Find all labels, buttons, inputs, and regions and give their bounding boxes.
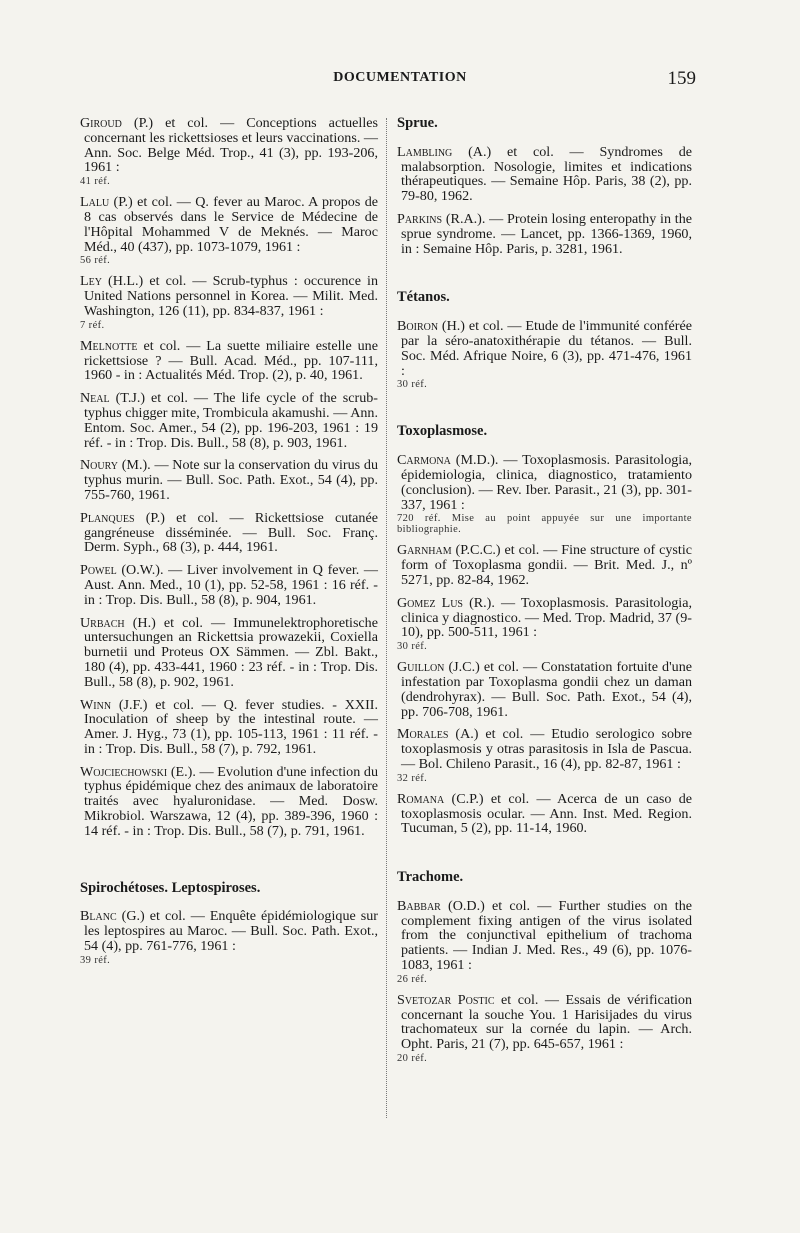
entry-author: Noury xyxy=(80,457,118,474)
entry-note: 26 réf. xyxy=(397,973,428,985)
column-divider xyxy=(386,118,387,1118)
entry-reference: (R.). — Toxoplasmosis. Parasitologia, clinica y diagnostico. — Med. Trop. Madrid, 37 (9-10), pp. 500-511, 1961 : xyxy=(401,594,692,641)
entry-reference: (P.) et col. — Rickettsiose cutanée gangréneuse disséminée. — Bull. Soc. Franç. Derm. Syph., 68 (3), p. 444, 1961. xyxy=(84,509,378,556)
entry-citation xyxy=(397,993,692,1052)
entry-reference: (C.P.) et col. — Acerca de un caso de toxoplasmosis ocular. — Ann. Inst. Med. Region. Tucuman, 5 (2), pp. 11-14, 1960. xyxy=(401,790,692,837)
entry-reference: (H.) et col. — Immunelektrophoretische untersuchungen an Rickettsia prowazekii, Coxiella burnetii und Proteus OX Sämmen. — Zbl. Bakt., 180 (4), pp. 433-441, 1960 : 23 réf. - in : Trop. Dis. Bull., 58 (8), p. 902, 1961. xyxy=(84,614,378,690)
bibliography-entry xyxy=(80,616,378,690)
entry-citation xyxy=(397,660,692,719)
spirochetoses-entry-list xyxy=(80,909,378,965)
entry-citation xyxy=(80,511,378,555)
bibliography-entry xyxy=(80,391,378,450)
entry-citation xyxy=(80,698,378,757)
bibliography-entry xyxy=(80,116,378,187)
entry-citation xyxy=(80,391,378,450)
bibliography-entry xyxy=(80,765,378,839)
entry-reference: et col. — La suette miliaire estelle une rickettsiose ? — Bull. Acad. Méd., pp. 107-111, 1960 - in : Actualités Méd. Trop. (2), p. 40, 1961. xyxy=(84,337,378,384)
entry-author: Morales xyxy=(397,726,449,743)
bibliography-entry xyxy=(397,727,692,783)
bibliography-entry xyxy=(397,596,692,652)
entry-author: Lambling xyxy=(397,143,453,160)
entry-author: Ley xyxy=(80,273,102,290)
entry-citation xyxy=(397,453,692,512)
entry-citation xyxy=(397,899,692,973)
entry-reference: (P.) et col. — Q. fever au Maroc. A propos de 8 cas observés dans le Service de Médecine de l'Hôpital Mohammed V de Meknés. — Maroc Méd., 40 (437), pp. 1073-1079, 1961 : xyxy=(84,194,378,255)
entry-citation xyxy=(80,274,378,318)
bibliography-entry xyxy=(397,453,692,535)
entry-author: Powel xyxy=(80,562,117,579)
bibliography-entry xyxy=(80,195,378,266)
entry-citation xyxy=(397,596,692,640)
bibliography-entry xyxy=(80,909,378,965)
entry-reference: (O.D.) et col. — Further studies on the complement fixing antigen of the virus isolated from the conjunctival epithelium of trachoma patients. — Indian J. Med. Res., 49 (6), pp. 1076-1083, 1961 : xyxy=(401,897,692,974)
entry-note: 20 réf. xyxy=(397,1053,428,1065)
entry-reference: (A.) et col. — Etudio serologico sobre toxoplasmosis y otras parasitosis in Isla de Pascua. — Bol. Chileno Parasit., 16 (4), pp. 82-87, 1961 : xyxy=(401,726,692,772)
entry-author: Giroud xyxy=(80,115,122,131)
entry-reference: (A.) et col. — Syndromes de malabsorption. Nosologie, limites et indications thérapeutiques. — Semaine Hôp. Paris, 38 (2), pp. 79-80, 1962. xyxy=(401,143,692,205)
entry-note: 720 réf. Mise au point appuyée sur une importante bibliographie. xyxy=(397,513,692,536)
entry-reference: (R.A.). — Protein losing enteropathy in the sprue syndrome. — Lancet, pp. 1366-1369, 1960, in : Semaine Hôp. Paris, p. 3281, 1961. xyxy=(401,210,692,257)
entry-citation xyxy=(397,543,692,587)
entry-note: 39 réf. xyxy=(80,954,111,966)
entry-reference: (J.F.) et col. — Q. fever studies. - XXII. Inoculation of sheep by the intestinal route. — Amer. J. Hyg., 73 (1), pp. 105-113, 1961 : 11 réf. - in : Trop. Dis. Bull., 58 (7), p. 792, 1961. xyxy=(84,696,378,757)
entry-note: 41 réf. xyxy=(80,176,111,188)
entry-reference: (H.L.) et col. — Scrub-typhus : occurence in United Nations personnel in Korea. — Milit. Med. Washington, 126 (11), pp. 834-837, 1961 : xyxy=(84,273,378,319)
entry-reference: (M.). — Note sur la conservation du virus du typhus murin. — Bull. Soc. Path. Exot., 54 (4), pp. 755-760, 1961. xyxy=(84,457,378,503)
section-title: Trachome. xyxy=(397,869,464,886)
entry-author: Melnotte xyxy=(80,337,138,354)
bibliography-entry xyxy=(80,698,378,757)
entry-author: Planques xyxy=(80,509,135,526)
entry-citation xyxy=(80,563,378,607)
entry-note: 56 réf. xyxy=(80,255,111,267)
bibliography-entry xyxy=(397,319,692,390)
left-entry-list xyxy=(80,116,378,839)
section-title-spirochetoses: Spirochétoses. Leptospiroses. xyxy=(80,879,261,896)
entry-author: Blanc xyxy=(80,908,117,925)
page-number: 159 xyxy=(667,68,696,89)
entry-citation xyxy=(80,616,378,690)
entry-citation xyxy=(397,727,692,771)
entry-citation xyxy=(80,195,378,254)
entry-author: Winn xyxy=(80,696,112,713)
running-header: DOCUMENTATION xyxy=(333,70,467,85)
bibliography-entry xyxy=(397,792,692,836)
entry-author: Wojciechowski xyxy=(80,763,168,780)
entry-citation xyxy=(80,909,378,953)
entry-reference: (P.) et col. — Conceptions actuelles concernant les rickettsioses et leurs vaccinations. — Ann. Soc. Belge Méd. Trop., 41 (3), pp. 193-206, 1961 : xyxy=(84,115,378,176)
entry-author: Boiron xyxy=(397,318,439,335)
entry-note: 32 réf. xyxy=(397,772,428,784)
entry-citation xyxy=(397,212,692,256)
section-title: Toxoplasmose. xyxy=(397,423,488,440)
bibliography-entry xyxy=(80,274,378,330)
bibliography-entry xyxy=(80,458,378,502)
entry-citation xyxy=(397,319,692,378)
entry-author: Garnham xyxy=(397,542,452,559)
entry-note: 30 réf. xyxy=(397,641,428,653)
right-column xyxy=(397,116,692,1072)
bibliography-entry xyxy=(80,339,378,383)
entry-reference: (M.D.). — Toxoplasmosis. Parasitologia, épidemiologia, clinica, diagnostico, tratamiento (conclusion). — Rev. Iber. Parasit., 21 (3), pp. 301-337, 1961 : xyxy=(401,452,692,513)
entry-author: Svetozar Postic xyxy=(397,991,495,1008)
entry-reference: (O.W.). — Liver involvement in Q fever. — Aust. Ann. Med., 10 (1), pp. 52-58, 1961 : 16 réf. - in : Trop. Dis. Bull., 58 (8), p. 904, 1961. xyxy=(84,562,378,608)
right-section-list xyxy=(397,116,692,1064)
bibliography-entry xyxy=(397,660,692,719)
bibliography-entry xyxy=(397,993,692,1064)
entry-reference: (T.J.) et col. — The life cycle of the scrub-typhus chigger mite, Trombicula akamushi. — Ann. Entom. Soc. Amer., 54 (2), pp. 196-203, 1961 : 19 réf. - in : Trop. Dis. Bull., 58 (8), p. 903, 1961. xyxy=(84,390,378,451)
bibliography-entry xyxy=(397,145,692,204)
bibliography-entry xyxy=(397,543,692,587)
bibliography-entry xyxy=(397,899,692,985)
entry-author: Babbar xyxy=(397,897,441,914)
bibliography-entry xyxy=(80,563,378,607)
entry-author: Neal xyxy=(80,390,110,407)
entry-reference: (P.C.C.) et col. — Fine structure of cystic form of Toxoplasma gondii. — Brit. Med. J., nº 5271, pp. 82-84, 1962. xyxy=(401,542,692,588)
entry-note: 30 réf. xyxy=(397,379,428,391)
bibliography-entry xyxy=(80,511,378,555)
entry-author: Gomez Lus xyxy=(397,594,463,611)
entry-note: 7 réf. xyxy=(80,319,105,331)
entry-author: Parkins xyxy=(397,210,443,227)
bibliography-entry xyxy=(397,212,692,256)
entry-author: Guillon xyxy=(397,659,445,676)
section-title: Tétanos. xyxy=(397,289,450,306)
entry-author: Lalu xyxy=(80,194,110,211)
entry-author: Urbach xyxy=(80,614,125,631)
entry-citation xyxy=(397,792,692,836)
entry-author: Carmona xyxy=(397,452,451,469)
entry-reference: (E.). — Evolution d'une infection du typhus épidémique chez des animaux de laboratoire traités avec hyaluronidase. — Med. Dosw. Mikrobiol. Warszawa, 12 (4), pp. 389-396, 1960 : 14 réf. - in : Trop. Dis. Bull., 58 (7), p. 791, 1961. xyxy=(84,763,378,839)
entry-reference: (H.) et col. — Etude de l'immunité conférée par la séro-anatoxithérapie du tétanos. — Bull. Soc. Méd. Afrique Noire, 6 (3), pp. 471-476, 1961 : xyxy=(401,318,692,379)
left-column xyxy=(80,116,378,974)
entry-citation xyxy=(80,765,378,839)
entry-citation xyxy=(80,339,378,383)
entry-reference: et col. — Essais de vérification concernant la souche You. 1 Harisijades du virus trachomateux sur la cornée du lapin. — Arch. Opht. Paris, 21 (7), pp. 645-657, 1961 : xyxy=(401,991,692,1053)
entry-citation xyxy=(397,145,692,204)
entry-reference: (G.) et col. — Enquête épidémiologique sur les leptospires au Maroc. — Bull. Soc. Path. Exot., 54 (4), pp. 761-776, 1961 : xyxy=(84,908,378,955)
entry-citation xyxy=(80,458,378,502)
section-title: Sprue. xyxy=(397,115,438,131)
entry-reference: (J.C.) et col. — Constatation fortuite d'une infestation par Toxoplasma gondii chez un daman (dendrohyrax). — Bull. Soc. Path. Exot., 54 (4), pp. 706-708, 1961. xyxy=(401,659,692,720)
entry-citation xyxy=(80,116,378,175)
entry-author: Romana xyxy=(397,790,445,807)
